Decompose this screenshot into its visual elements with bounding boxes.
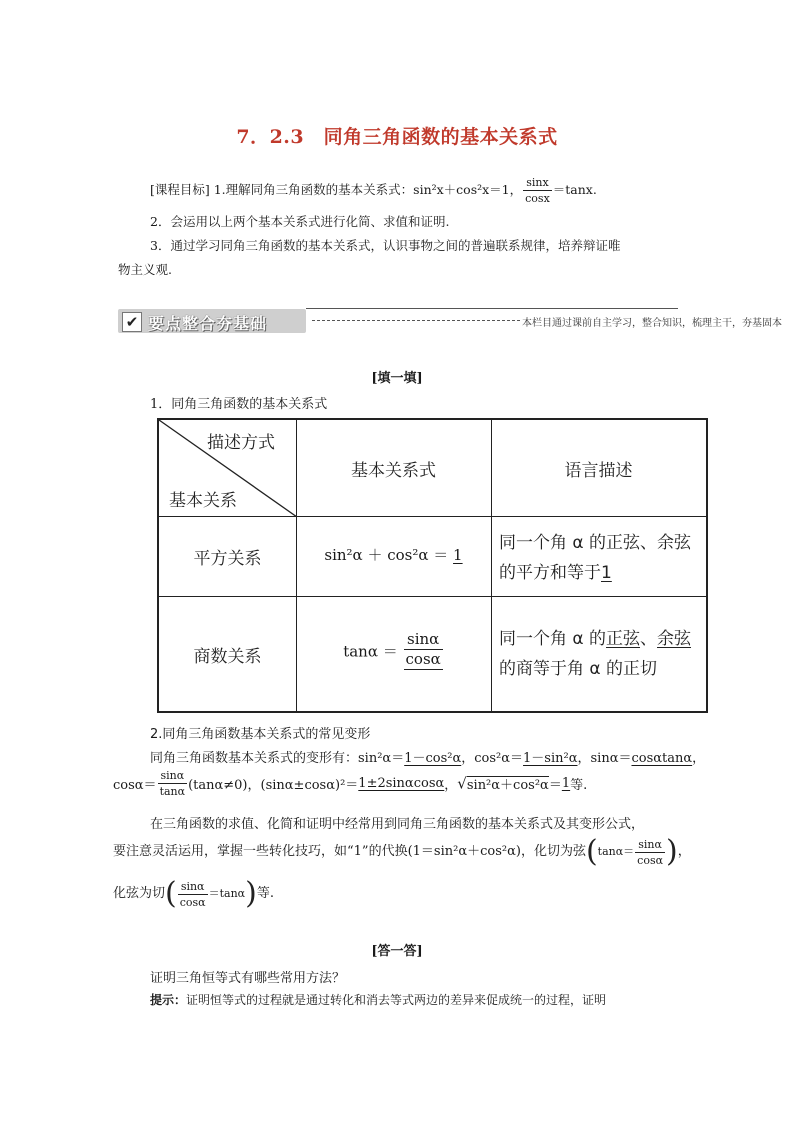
variants-blank-2: 1－sin²α [523,751,578,766]
variants-l1-b: ，cos²α＝ [461,751,524,766]
left-paren-icon: ( [585,834,598,869]
paragraph-3-end: 等. [256,886,274,901]
square-formula-text: sin²α ＋ cos²α ＝ [324,546,454,564]
hint-label: 提示： [150,993,187,1007]
banner-top-rule [306,308,678,309]
banner-label: 要点整合夯基础 [148,314,268,333]
paragraph-2-line-3 [113,874,274,915]
paragraph-3-fraction [178,881,208,908]
paragraph-2-line-1: 在三角函数的求值、化简和证明中经常用到同角三角函数的基本关系式及其变形公式， [150,817,645,832]
quotient-numerator: sinα [404,632,443,650]
row-quotient-formula [296,632,491,670]
variants-sqrt-body: sin²α＋cos²α [466,778,549,793]
item-1-heading: 1．同角三角函数的基本关系式 [150,397,328,412]
variants-l1-c: ，sinα＝ [577,751,632,766]
objective-fraction [523,177,552,204]
table-hline-1 [159,516,706,517]
quotient-desc-line-1 [499,624,709,654]
hint-line [150,991,606,1008]
objective-line-4: 物主义观. [118,262,172,277]
quotient-desc-blank-cosine: 余弦 [657,629,692,649]
square-desc-line-1: 同一个角 α 的正弦、余弦 [499,533,692,553]
paragraph-3-denominator: cosα [179,895,206,909]
variants-l1-end: ， [692,751,706,766]
row-quotient-name: 商数关系 [193,647,262,667]
fill-in-heading: [填一填] [371,371,423,386]
objective-line-3: 3．通过学习同角三角函数的基本关系式，认识事物之间的普遍联系规律，培养辩证唯 [150,238,621,253]
banner-label-box [118,309,306,333]
variants-l2-denominator: tanα [159,785,186,798]
variants-line-2 [113,770,587,797]
banner-dashed-rule [312,320,520,321]
hint-text: 证明恒等式的过程就是通过转化和消去等式两边的差异来促成统一的过程，证明 [186,993,607,1007]
corner-top-label: 描述方式 [207,433,275,453]
square-desc-blank: 1 [601,563,612,583]
variants-blank-3: cosαtanα [631,751,693,766]
paragraph-2-line-2-text: 要注意灵活运用，掌握一些转化技巧，如“1”的代换(1＝sin²α＋cos²α)，化切为弦 [113,844,586,859]
variants-l2-fraction [158,770,188,797]
paragraph-2-line-3-text: 化弦为切 [113,886,166,901]
corner-bottom-label: 基本关系 [169,491,237,511]
objective-line-1-suffix: ＝tanx. [552,182,597,197]
quotient-desc-separator: 、 [640,629,658,649]
square-desc-line-2 [499,558,709,588]
variants-line-1 [150,747,705,766]
variants-l2-eq: ＝ [548,778,562,793]
paragraph-3-numerator: sinα [178,881,208,895]
paragraph-2-line-2 [113,832,691,873]
variants-l1-a: 同角三角函数基本关系式的变形有：sin²α＝ [150,751,405,766]
column-header-description: 语言描述 [564,461,633,481]
check-icon: ✔ [122,312,142,332]
sqrt-icon: √ [457,774,467,793]
quotient-fraction [404,632,443,670]
left-paren-icon-2: ( [165,876,177,911]
table-hline-2 [159,596,706,597]
variants-l2-numerator: sinα [158,770,188,784]
fraction-denominator: cosx [525,192,550,205]
page-title: 7．2.3 同角三角函数的基本关系式 [236,126,558,148]
variants-blank-4: 1±2sinαcosα [358,776,445,791]
right-paren-icon-2: ) [245,876,257,911]
paragraph-2-tan-eq: tanα＝ [597,845,635,858]
variants-l2-pre: cosα＝ [113,778,157,793]
paragraph-3-tan: ＝tanα [208,887,246,900]
paragraph-2-numerator: sinα [635,839,665,853]
variants-l2-end: 等. [570,778,588,793]
row-square-description [499,528,709,588]
row-square-name: 平方关系 [193,549,262,569]
objective-line-2: 2．会运用以上两个基本关系式进行化简、求值和证明. [150,214,450,229]
row-quotient-description [499,624,709,684]
variants-l2-comma: ， [444,778,458,793]
column-header-formula: 基本关系式 [351,461,436,481]
right-paren-icon: ) [666,834,678,869]
paragraph-2-comma: ， [677,844,691,859]
relations-table [157,418,708,713]
variants-blank-1: 1－cos²α [404,751,462,766]
objective-line-1 [150,177,690,204]
section-banner [118,309,782,333]
square-formula-blank: 1 [453,546,463,564]
quotient-desc-line-2: 的商等于角 α 的正切 [499,659,658,679]
row-square-formula [296,544,491,565]
objective-line-1-text: [课程目标] 1.理解同角三角函数的基本关系式：sin²x＋cos²x＝1， [150,182,523,197]
paragraph-2-denominator: cosα [637,853,664,867]
quotient-denominator: cosα [405,650,441,668]
quotient-desc-prefix: 同一个角 α 的 [499,629,607,649]
paragraph-2-fraction [635,839,665,866]
answer-heading: [答一答] [371,944,423,959]
banner-description: 本栏目通过课前自主学习，整合知识，梳理主干，夯基固本 [522,318,782,329]
fraction-numerator: sinx [523,177,552,191]
question-text: 证明三角恒等式有哪些常用方法？ [150,971,346,986]
variants-blank-5: 1 [561,776,571,791]
variants-l2-mid: (tanα≠0)，(sinα±cosα)²＝ [188,778,359,793]
quotient-formula-left: tanα ＝ [343,642,398,661]
item-2-heading: 2.同角三角函数基本关系式的常见变形 [150,727,371,742]
square-desc-line-2-text: 的平方和等于 [499,563,601,583]
quotient-desc-blank-sine: 正弦 [606,629,641,649]
